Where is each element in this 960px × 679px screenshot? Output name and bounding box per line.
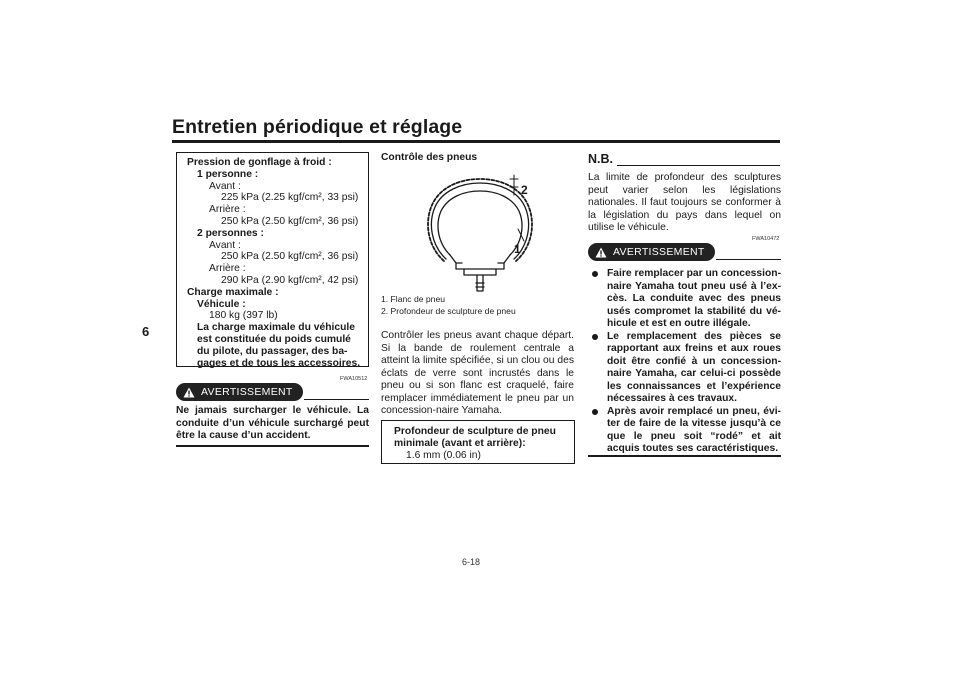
spec-line: Avant : — [209, 239, 241, 251]
caption-tread-depth: 2. Profondeur de sculpture de pneu — [381, 306, 516, 316]
tire-check-body: Contrôler les pneus avant chaque départ. Si la bande de roulement centrale a atteint la limite spécifiée, si un clou ou des éclats de verre sont incrustés dans le pneu ou si son flanc est craquelé, faire remplacer immédiatement le pneu par un concession-naire Yamaha. — [381, 330, 574, 416]
spec-line: Pression de gonflage à froid : — [187, 157, 332, 168]
spec-line: 2 personnes : — [197, 227, 264, 239]
warning-end-rule — [176, 445, 369, 447]
spec-line: Arrière : — [209, 204, 246, 216]
spec-line: est constituée du poids cumulé — [197, 333, 351, 345]
bullet-dot-icon — [592, 409, 598, 415]
callout-1: 1 — [514, 242, 521, 256]
page-title: Entretien périodique et réglage — [172, 116, 463, 138]
warning-header — [588, 243, 781, 261]
warning-rule — [716, 259, 781, 260]
bullet-dot-icon — [592, 334, 598, 340]
warning-label: AVERTISSEMENT — [613, 246, 705, 258]
spec-line: du pilote, du passager, des ba- — [197, 345, 348, 357]
tire-warning-list — [591, 268, 781, 456]
spec-line: gages et de tous les accessoires. — [197, 357, 361, 369]
warning-end-rule — [588, 455, 781, 457]
spec-line: Arrière : — [209, 263, 246, 275]
spec-line: 225 kPa (2.25 kgf/cm², 33 psi) — [221, 192, 359, 204]
list-item: Après avoir remplacé un pneu, évi-ter de faire de la vitesse jusqu’à ce que le pneu soit “rodé” et ait acquis toutes ses caractéristiques. — [591, 406, 781, 456]
spec-line: 290 kPa (2.90 kgf/cm², 42 psi) — [221, 274, 359, 286]
warning-triangle-icon — [595, 247, 607, 258]
warning-label: AVERTISSEMENT — [201, 386, 293, 398]
spec-line: 250 kPa (2.50 kgf/cm², 36 psi) — [221, 215, 359, 227]
chapter-tab: 6 — [142, 324, 150, 339]
warning-code: FWA10512 — [340, 376, 368, 382]
page-number: 6-18 — [462, 557, 481, 567]
overload-warning-text: Ne jamais surcharger le véhicule. La conduite d’un véhicule surchargé peut être la cause d’un accident. — [176, 405, 369, 441]
nb-rule — [617, 165, 780, 166]
title-rule — [172, 140, 780, 143]
spec-line: La charge maximale du véhicule — [197, 322, 355, 334]
caption-sidewall: 1. Flanc de pneu — [381, 294, 446, 304]
nb-text: La limite de profondeur des sculptures peut varier selon les législations nationales. Il faut toujours se conformer à la législation du pays dans lequel on utilise le véhicule. — [588, 172, 781, 233]
spec-line: 250 kPa (2.50 kgf/cm², 36 psi) — [221, 251, 359, 263]
tire-pressure-spec-box — [176, 152, 369, 367]
spec-line: 1 personne : — [197, 168, 259, 180]
spec-line: Avant : — [209, 180, 241, 192]
warning-rule — [304, 399, 369, 400]
min-tread-depth-box — [381, 420, 575, 464]
tire-cross-section-figure — [420, 165, 540, 300]
tire-check-heading: Contrôle des pneus — [381, 152, 478, 163]
warning-triangle-icon — [183, 387, 195, 398]
depth-line: minimale (avant et arrière): — [394, 437, 526, 449]
list-item: Faire remplacer par un concession-naire Yamaha tout pneu usé à l’ex-cès. La conduite avec des pneus usés compromet la stabilité du vé-hicule et est en outre illégale. — [591, 268, 781, 331]
spec-line: Charge maximale : — [187, 286, 279, 298]
spec-line: Véhicule : — [197, 298, 246, 310]
spec-line: 180 kg (397 lb) — [209, 310, 278, 322]
callout-2: 2 — [521, 183, 528, 197]
depth-value: 1.6 mm (0.06 in) — [406, 449, 481, 461]
warning-badge — [176, 383, 303, 401]
warning-badge — [588, 243, 715, 261]
bullet-dot-icon — [592, 271, 598, 277]
nb-heading: N.B. — [588, 152, 613, 166]
list-item: Le remplacement des pièces se rapportant aux freins et aux roues doit être confié à un concession-naire Yamaha, car celui-ci possède les connaissances et l’expérience nécessaires à ces travaux. — [591, 331, 781, 406]
warning-header — [176, 383, 369, 401]
depth-line: Profondeur de sculpture de pneu — [394, 426, 556, 437]
warning-code: FWA10472 — [752, 236, 780, 242]
